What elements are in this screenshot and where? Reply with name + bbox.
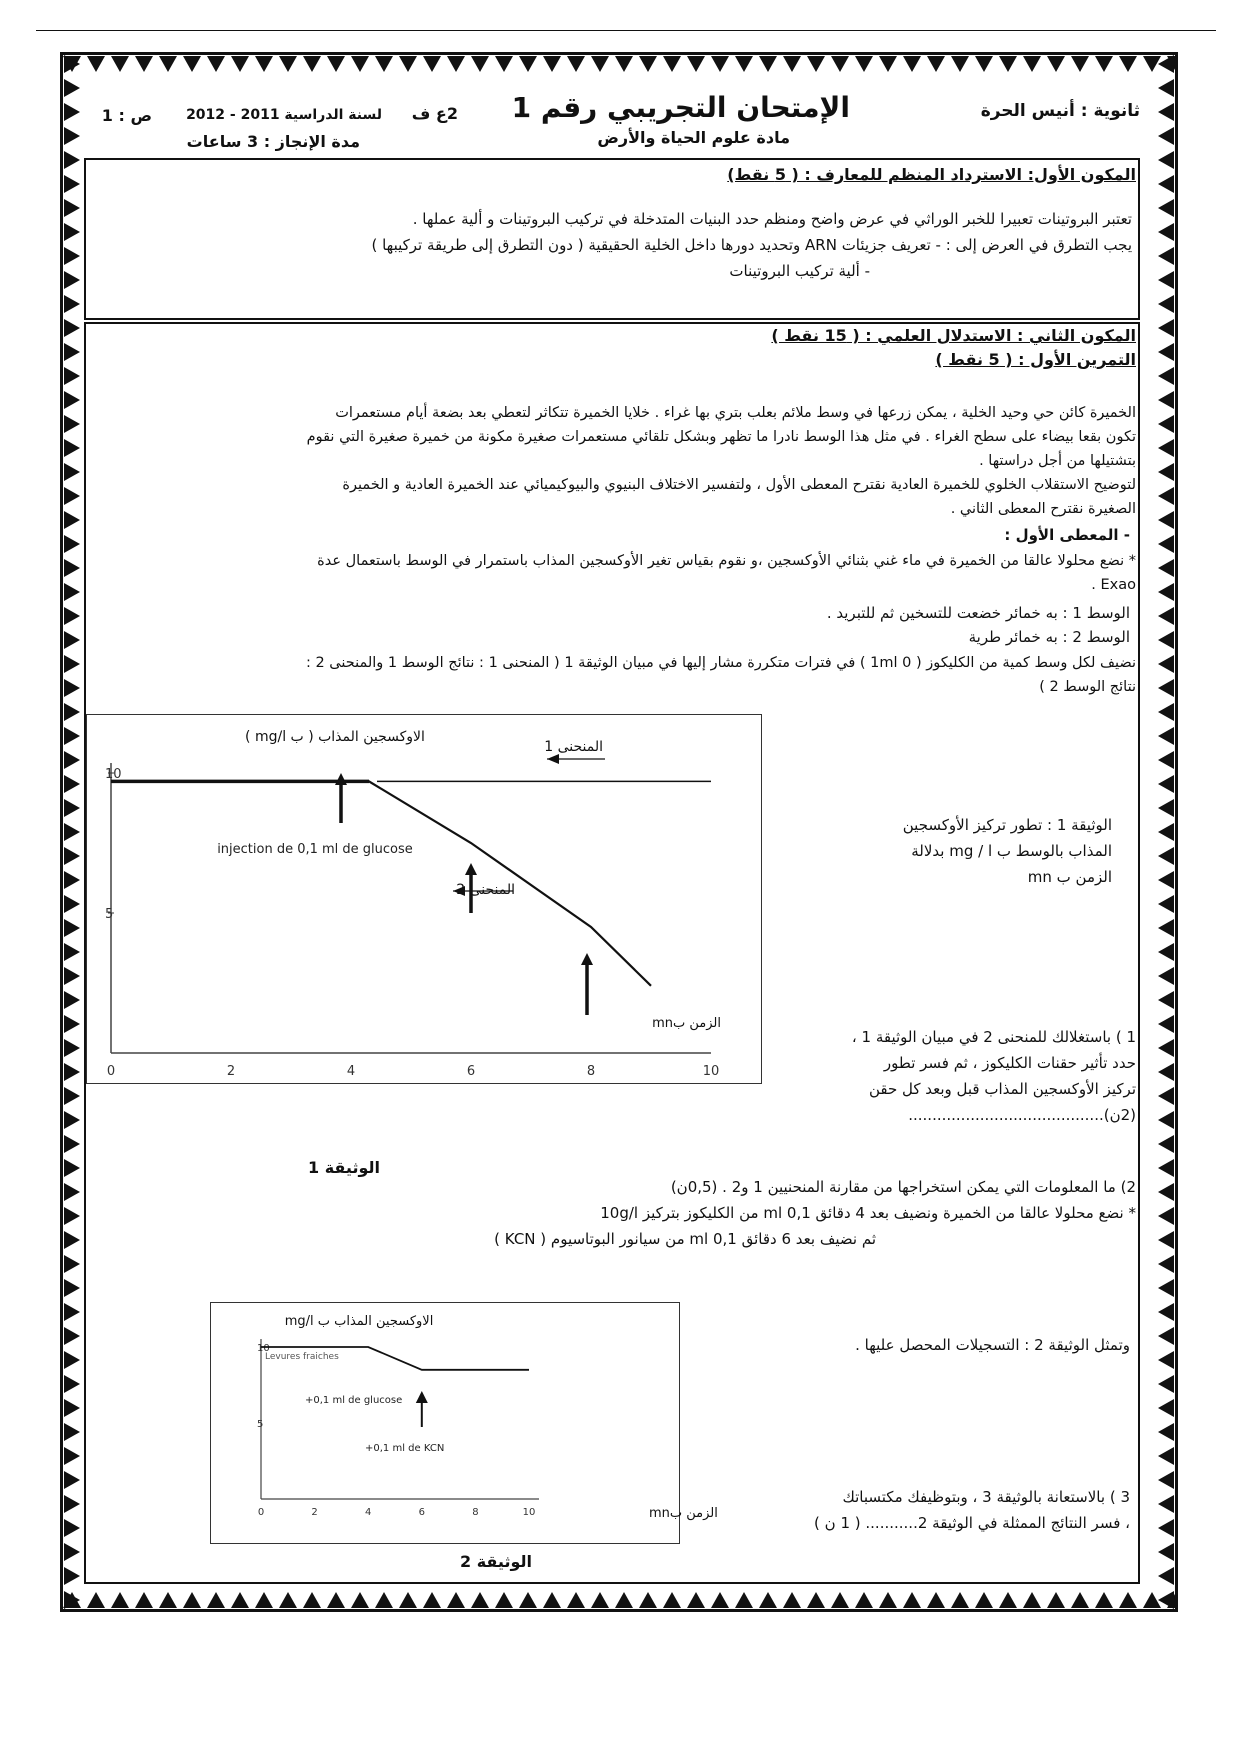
doc1-caption-line3: الزمن ب mn	[1027, 868, 1112, 886]
chart1-legend-curve1: المنحنى 1	[544, 739, 603, 755]
chart2-annotation-kcn: +0,1 ml de KCN	[365, 1443, 445, 1454]
part1-line1: تعتبر البروتينات تعبيرا للخبر الوراثي في عرض واضح ومنظم حدد البنيات المتدخلة في تركيب البروتينات و ألية عملها .	[412, 210, 1132, 228]
chart1-legend-curve2: المنحنى	[469, 882, 515, 898]
chart2-x-tick: 8	[472, 1507, 479, 1518]
chart1-x-tick: 4	[346, 1064, 356, 1079]
part1-line2: يجب التطرق في العرض إلى : - تعريف جزيئات ARN وتحديد دورها داخل الخلية الحقيقية ( دون التطرق إلى طريقة تركيبها )	[371, 236, 1132, 254]
class-label: 2ع ف	[411, 104, 458, 123]
page-number: ص : 1	[101, 106, 152, 125]
chart2-annotation-glucose: +0,1 ml de glucose	[305, 1395, 403, 1406]
doc1-caption-line1: الوثيقة 1 : تطور تركيز الأوكسجين	[902, 816, 1112, 834]
chart1-y-tick: 5	[105, 907, 114, 922]
intro-line2: تكون بقعا بيضاء على سطح الغراء . في مثل هذا الوسط نادرا ما تظهر وبشكل تلقائي مستعمرات صغيرة مكونة من خميرة صغيرة التي نقوم	[306, 429, 1136, 445]
chart2-ylabel: الاوكسجين المذاب ب mg/l	[284, 1314, 434, 1329]
q2-line1: 2) ما المعلومات التي يمكن استخراجها من مقارنة المنحنيين 1 و2 . (0,5ن)	[670, 1178, 1136, 1196]
intro-line5: الصغيرة نقترح المعطى الثاني .	[950, 501, 1136, 517]
chart1-xlabel: الزمن بmn	[652, 1016, 721, 1031]
chart1-annotation: injection de 0,1 ml de glucose	[217, 842, 413, 857]
glucose-line1: نضيف لكل وسط كمية من الكليكوز ( 0 1ml ) في فترات متكررة مشار إليها في مبيان الوثيقة 1 ( المنحنى 1 : نتائج الوسط 1 والمنحنى 2 :	[305, 655, 1136, 671]
frame-border-top	[60, 52, 1178, 76]
q1-line1: 1 ) باستغلالك للمنحنى 2 في مبيان الوثيقة 1 ،	[851, 1028, 1136, 1046]
datum1-line1: * نضع محلولا عالقا من الخميرة في ماء غني بثنائي الأوكسجين ،و نقوم بقياس تغير الأوكسجين المذاب باستمرار في الوسط باستعمال عدة	[317, 553, 1136, 569]
q3-line1: 3 ) بالاستعانة بالوثيقة 3 ، وبتوظيفك مكتسباتك	[842, 1488, 1130, 1506]
chart2-y-tick: 10	[257, 1343, 270, 1354]
chart-2	[210, 1302, 718, 1544]
q1-line4: (2ن).........................................	[908, 1106, 1136, 1124]
chart1-injection-arrow-3-head	[581, 953, 593, 965]
chart-1	[86, 714, 762, 1084]
chart1-legend-curve1-arrow-head	[547, 754, 559, 764]
doc1-caption-line2: المذاب بالوسط ب mg / l بدلالة	[911, 842, 1112, 860]
chart-2-svg	[209, 1303, 718, 1545]
q2-line3: ثم نضيف بعد 6 دقائق 0,1 ml من سيانور البوتاسيوم ( KCN )	[494, 1230, 876, 1248]
q1-line3: تركيز الأوكسجين المذاب قبل وبعد كل حقن	[868, 1080, 1136, 1098]
frame-border-bottom	[60, 1588, 1178, 1612]
part1-title: المكون الأول: الاسترداد المنظم للمعارف : ( 5 نقط)	[727, 165, 1136, 184]
intro-line4: لتوضيح الاستقلاب الخلوي للخميرة العادية نقترح المعطى الأول ، ولتفسير الاختلاف البنيوي والبيوكيميائي عند الخميرة العادية و الخميرة	[342, 477, 1136, 493]
top-rule	[36, 30, 1216, 31]
chart-1-svg	[85, 715, 761, 1085]
doc2-caption: وتمثل الوثيقة 2 : التسجيلات المحصل عليها .	[855, 1336, 1130, 1354]
chart1-series-curve2	[111, 781, 651, 985]
frame-border-right	[1154, 52, 1178, 1612]
intro-line3: بتشتيلها من أجل دراستها .	[979, 453, 1136, 469]
datum1-title: - المعطى الأول :	[1004, 526, 1130, 544]
chart2-x-tick: 2	[311, 1507, 318, 1518]
chart1-x-tick: 10	[702, 1064, 720, 1079]
glucose-line2: نتائج الوسط 2 )	[1039, 679, 1136, 695]
q3-line2: ، فسر النتائج الممثلة في الوثيقة 2........... ( 1 ن )	[814, 1514, 1130, 1532]
intro-line1: الخميرة كائن حي وحيد الخلية ، يمكن زرعها في وسط ملائم بعلب بتري بها غراء . خلايا الخميرة تتكاثر لتعطي بعد بضعة أيام مستعمرات	[335, 405, 1136, 421]
chart2-xlabel: الزمن بmn	[649, 1506, 718, 1521]
school-name: ثانوية : أنيس الحرة	[980, 101, 1140, 121]
duration: مدة الإنجاز : 3 ساعات	[186, 132, 360, 151]
frame-border-left	[60, 52, 84, 1612]
medium2: الوسط 2 : به خمائر طرية	[968, 628, 1130, 646]
chart2-x-tick: 6	[418, 1507, 425, 1518]
q2-line2: * نضع محلولا عالقا من الخميرة ونضيف بعد 4 دقائق 0,1 ml من الكليكوز بتركيز 10g/l	[600, 1204, 1136, 1222]
chart2-x-tick: 4	[365, 1507, 372, 1518]
chart1-ylabel: الاوكسجين المذاب ( ب mg/l )	[245, 729, 425, 745]
chart2-annotation-levures: Levures fraiches	[265, 1352, 339, 1362]
chart2-y-tick: 5	[257, 1419, 264, 1430]
chart2-x-tick: 0	[257, 1507, 265, 1518]
datum1-line2: Exao .	[1091, 577, 1136, 593]
chart1-x-tick: 0	[106, 1064, 116, 1079]
part1-line3: - ألية تركيب البروتينات	[729, 262, 870, 280]
chart2-kcn-arrow-head	[416, 1391, 428, 1403]
q1-line2: حدد تأثير حقنات الكليكوز ، ثم فسر تطور	[883, 1054, 1136, 1072]
doc1-label: الوثيقة 1	[308, 1158, 380, 1177]
chart1-x-tick: 8	[586, 1064, 596, 1079]
chart2-x-tick: 10	[522, 1507, 536, 1518]
chart1-injection-arrow-1-head	[335, 773, 347, 785]
exercise1-title: التمرين الأول : ( 5 نقط )	[935, 350, 1136, 369]
doc2-label: الوثيقة 2	[460, 1552, 532, 1571]
chart1-injection-arrow-2-head	[465, 863, 477, 875]
part2-title: المكون الثاني : الاستدلال العلمي : ( 15 نقط )	[771, 326, 1136, 345]
chart1-y-tick: 10	[105, 767, 122, 782]
medium1: الوسط 1 : به خمائر خضعت للتسخين ثم للتبريد .	[826, 604, 1130, 622]
subject: مادة علوم الحياة والأرض	[597, 128, 790, 147]
exam-title: الإمتحان التجريبي رقم 1	[511, 91, 850, 124]
chart1-x-tick: 6	[466, 1064, 476, 1079]
school-year: لسنة الدراسية 2011 - 2012	[186, 107, 382, 123]
chart1-x-tick: 2	[226, 1064, 236, 1079]
